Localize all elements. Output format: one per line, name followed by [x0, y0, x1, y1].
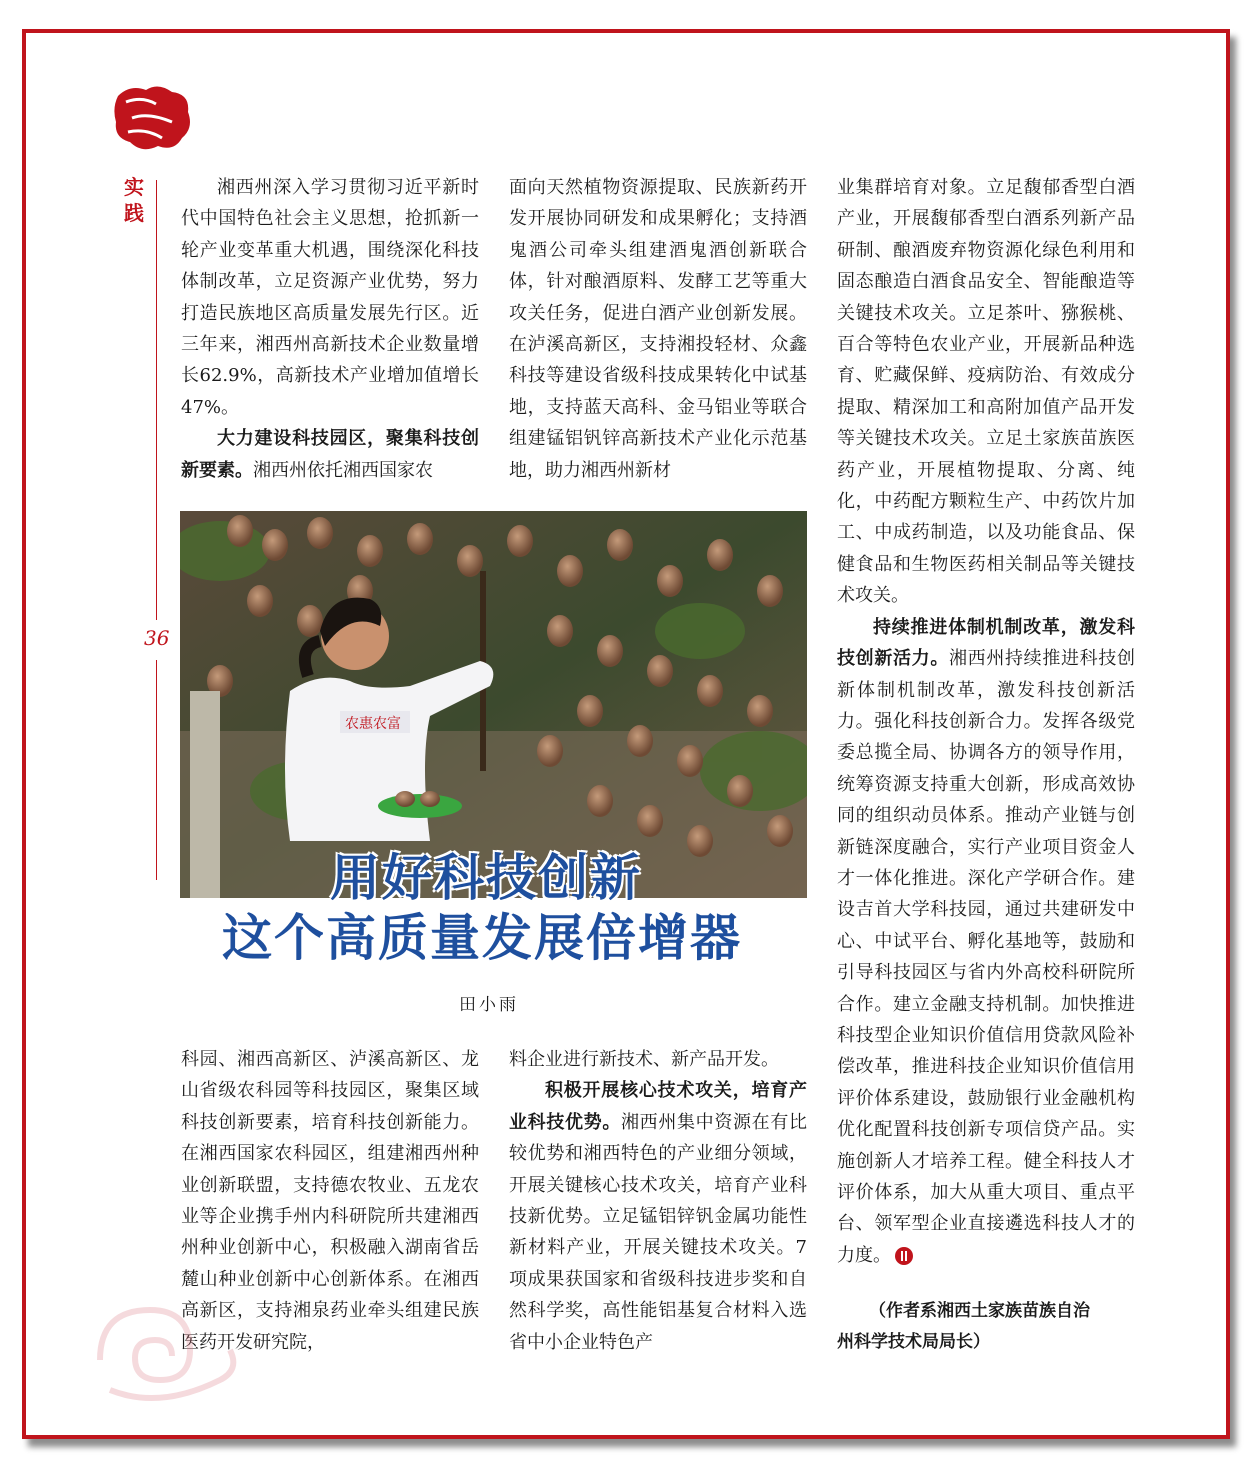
decorative-watermark: [80, 1270, 250, 1420]
subheading: 积极开展核心技术攻关，培育产业科技优势。: [509, 1080, 807, 1133]
subheading: 大力建设科技园区，聚集科技创新要素。: [181, 428, 479, 481]
column-3: [837, 172, 1135, 1271]
paragraph: 持续推进体制机制改革，激发科技创新活力。湘西州持续推进科技创新体制机制改革，激发科技创新活力。强化科技创新合力。发挥各级党委总揽全局、协调各方的领导作用，统筹资源支持重大创新，形成高效协同的组织动员体系。推动产业链与创新链深度融合，实行产业项目资金人才一体化推进。深化产学研合作。建设吉首大学科技园，通过共建研发中心、中试平台、孵化基地等，鼓励和引导科技园区与省内外高校科研院所合作。建立金融支持机制。加快推进科技型企业知识价值信用贷款风险补偿改革，推进科技企业知识价值信用评价体系建设，鼓励银行业金融机构优化配置科技创新专项信贷产品。实施创新人才培养工程。健全科技人才评价体系，加大从重大项目、重点平台、领军型企业直接遴选科技人才的力度。: [837, 616, 1135, 1266]
column-5: [509, 1044, 807, 1358]
paragraph: 大力建设科技园区，聚集科技创新要素。湘西州依托湘西国家农: [181, 428, 479, 481]
headline-line-2: 这个高质量发展倍增器: [222, 908, 742, 967]
paragraph: 积极开展核心技术攻关，培育产业科技优势。湘西州集中资源在有比较优势和湘西特色的产业细分领域，开展关键核心技术攻关，培育产业科技新优势。立足锰铝锌钒金属功能性新材料产业，开展关键技术攻关。7项成果获国家和省级科技进步奖和自然科学奖，高性能铝基复合材料入选省中小企业特色产: [509, 1080, 807, 1353]
paragraph: 料企业进行新技术、新产品开发。: [509, 1049, 779, 1070]
column-2: [509, 172, 807, 486]
side-rule: [156, 180, 157, 620]
subheading: 持续推进体制机制改革，激发科技创新活力。: [837, 616, 1135, 670]
author-note-line-1: （作者系湘西土家族苗族自治: [869, 1301, 1090, 1321]
author-note-line-2: 州科学技术局局长）: [837, 1332, 990, 1352]
magazine-logo: [112, 82, 194, 154]
cloud-pattern-icon: [80, 1270, 250, 1420]
shirt-print: 农惠农富: [345, 716, 401, 732]
section-label: 实践: [124, 175, 144, 225]
author-note: [837, 1296, 1135, 1358]
end-mark-icon: [895, 1247, 913, 1265]
page-number: 36: [144, 626, 170, 650]
paragraph: 业集群培育对象。立足馥郁香型白酒产业，开展馥郁香型白酒系列新产品研制、酿酒废弃物资源化绿色利用和固态酿造白酒食品安全、智能酿造等关键技术攻关。立足茶叶、猕猴桃、百合等特色农业产业，开展新品种选育、贮藏保鲜、疫病防治、有效成分提取、精深加工和高附加值产品开发等关键技术攻关。立足土家族苗族医药产业，开展植物提取、分离、纯化，中药配方颗粒生产、中药饮片加工、中成药制造，以及功能食品、保健食品和生物医药相关制品等关键技术攻关。: [837, 177, 1135, 607]
logo-seal-icon: [112, 82, 194, 154]
paragraph: 科园、湘西高新区、泸溪高新区、龙山省级农科园等科技园区，聚集区域科技创新要素，培育科技创新能力。在湘西国家农科园区，组建湘西州种业创新联盟，支持德农牧业、五龙农业等企业携手州内科研院所共建湘西州种业创新中心，积极融入湖南省岳麓山种业创新中心创新体系。在湘西高新区，支持湘泉药业牵头组建民族医药开发研究院，: [181, 1049, 479, 1353]
paragraph: 湘西州深入学习贯彻习近平新时代中国特色社会主义思想，抢抓新一轮产业变革重大机遇，围绕深化科技体制改革，立足资源产业优势，努力打造民族地区高质量发展先行区。近三年来，湘西州高新技术企业数量增长62.9%，高新技术产业增加值增长47%。: [181, 177, 479, 418]
paragraph: 面向天然植物资源提取、民族新药开发开展协同研发和成果孵化；支持酒鬼酒公司牵头组建酒鬼酒创新联合体，针对酿酒原料、发酵工艺等重大攻关任务，促进白酒产业创新发展。在泸溪高新区，支持湘投轻材、众鑫科技等建设省级科技成果转化中试基地，支持蓝天高科、金马铝业等联合组建锰铝钒锌高新技术产业化示范基地，助力湘西州新材: [509, 177, 807, 481]
byline: 田小雨: [459, 995, 519, 1015]
side-rule-lower: [156, 660, 157, 880]
column-1: [181, 172, 479, 486]
headline-line-1: 用好科技创新: [330, 848, 642, 907]
